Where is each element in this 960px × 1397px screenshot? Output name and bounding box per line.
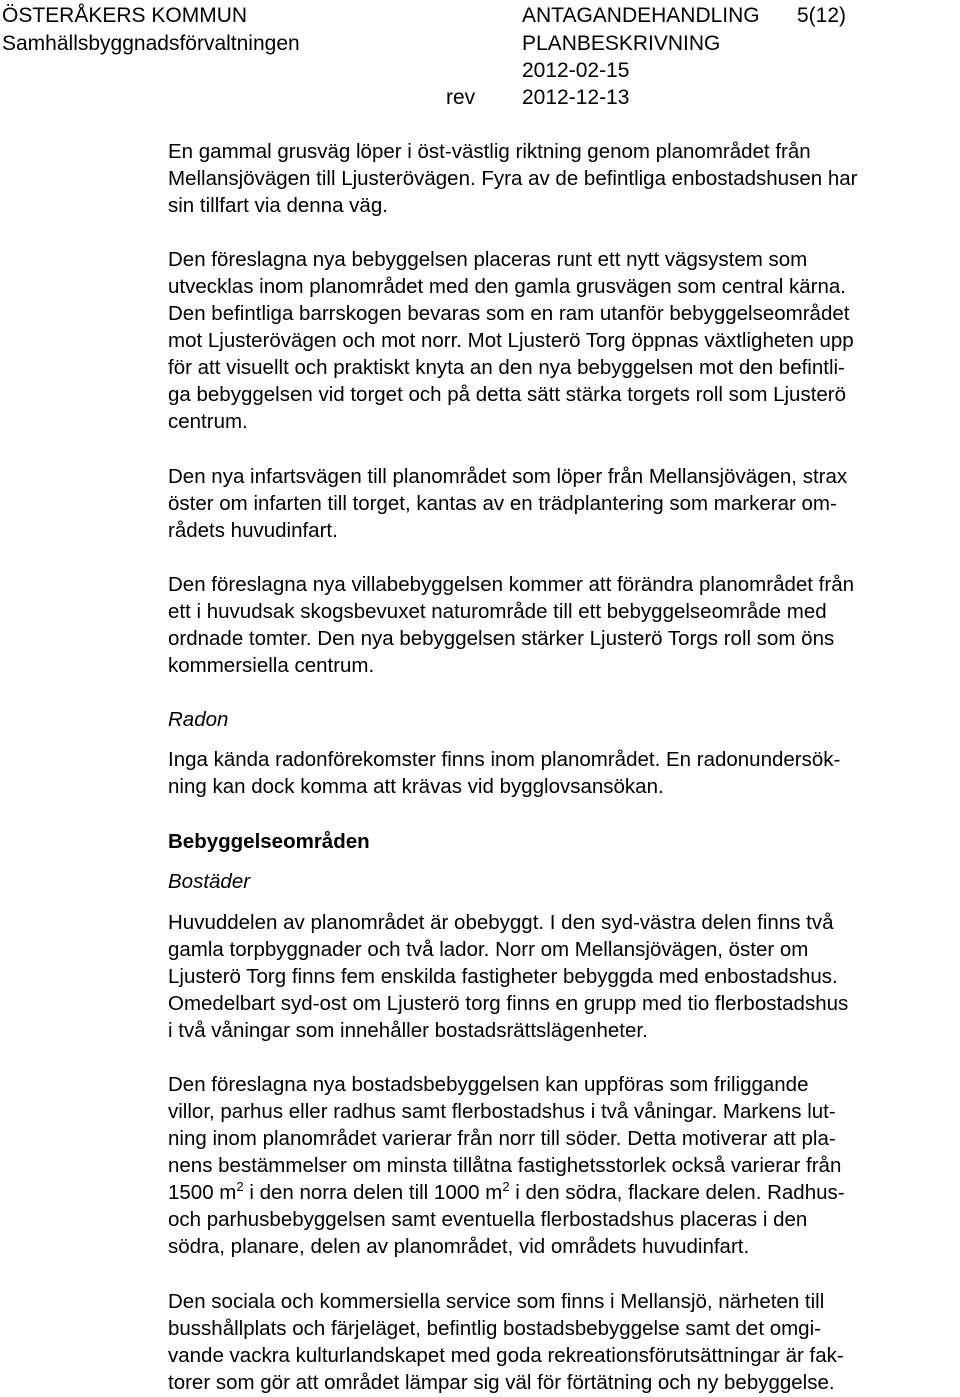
text-line: ning kan dock komma att krävas vid bygglovsansökan.	[168, 775, 664, 798]
header-org: ÖSTERÅKERS KOMMUN	[2, 4, 248, 27]
text-line: Ljusterö Torg finns fem enskilda fastigheter bebyggda med enbostadshus.	[168, 965, 838, 988]
text-line: ett i huvudsak skogsbevuxet naturområde till ett bebyggelseområde med	[168, 600, 827, 623]
text-line: ordnade tomter. Den nya bebyggelsen stärker Ljusterö Torgs roll som öns	[168, 627, 835, 650]
text-line: gamla torpbyggnader och två lador. Norr om Mellansjövägen, öster om	[168, 938, 809, 961]
superscript: 2	[236, 1179, 244, 1194]
text-line: kommersiella centrum.	[168, 654, 375, 677]
text-line: En gammal grusväg löper i öst-västlig riktning genom planområdet från	[168, 140, 811, 163]
text-line: Omedelbart syd-ost om Ljusterö torg finns en grupp med tio flerbostadshus	[168, 992, 849, 1015]
text-fragment: i den södra, flackare delen. Radhus-	[509, 1181, 845, 1204]
heading-bebyggelseomraden: Bebyggelseområden	[168, 830, 370, 853]
text-line: Den befintliga barrskogen bevaras som en ram utanför bebyggelseområdet	[168, 302, 850, 325]
header-page-number: 5(12)	[797, 4, 847, 27]
paragraph-villabebyggelse	[168, 571, 958, 679]
area-value-south: i den norra delen till 1000 m	[243, 1181, 503, 1204]
text-line-area	[168, 1179, 958, 1206]
text-line: Den föreslagna nya villabebyggelsen kommer att förändra planområdet från	[168, 573, 854, 596]
text-line: villor, parhus eller radhus samt flerbostadshus i två våningar. Markens lut-	[168, 1100, 836, 1123]
text-line: mot Ljusterövägen och mot norr. Mot Ljusterö Torg öppnas växtligheten upp	[168, 329, 854, 352]
text-line: rådets huvudinfart.	[168, 519, 338, 542]
text-line: ning inom planområdet varierar från norr till söder. Detta motiverar att pla-	[168, 1127, 836, 1150]
text-line: Inga kända radonförekomster finns inom planområdet. En radonundersök-	[168, 748, 841, 771]
paragraph-bebyggelse-placering	[168, 246, 958, 435]
area-value-north: 1500 m	[168, 1181, 237, 1204]
paragraph-infartsvag	[168, 463, 958, 544]
text-line: och parhusbebyggelsen samt eventuella flerbostadshus placeras i den	[168, 1208, 808, 1231]
superscript: 2	[502, 1179, 510, 1194]
header-date: 2012-02-15	[522, 59, 630, 82]
paragraph-grusvag	[168, 138, 958, 219]
text-line: vande vackra kulturlandskapet med goda rekreationsförutsättningar är fak-	[168, 1344, 844, 1367]
text-line: nens bestämmelser om minsta tillåtna fastighetsstorlek också varierar från	[168, 1154, 842, 1177]
text-line: ga bebyggelsen vid torget och på detta sätt stärka torgets roll som Ljusterö	[168, 383, 847, 406]
text-line: Den sociala och kommersiella service som finns i Mellansjö, närheten till	[168, 1290, 825, 1313]
paragraph-befintlig-bebyggelse	[168, 909, 958, 1044]
text-line: i två våningar som innehåller bostadsrättslägenheter.	[168, 1019, 648, 1042]
paragraph-service	[168, 1288, 958, 1396]
text-line: öster om infarten till torget, kantas av en trädplantering som markerar om-	[168, 492, 837, 515]
text-line: södra, planare, delen av planområdet, vid områdets huvudinfart.	[168, 1235, 750, 1258]
text-line: för att visuellt och praktiskt knyta an den nya bebyggelsen mot den befintli-	[168, 356, 845, 379]
text-line: utvecklas inom planområdet med den gamla grusvägen som central kärna.	[168, 275, 846, 298]
text-line: Den föreslagna nya bostadsbebyggelsen kan uppföras som friliggande	[168, 1073, 809, 1096]
text-line: centrum.	[168, 410, 248, 433]
header-doc-title: PLANBESKRIVNING	[522, 32, 721, 55]
heading-radon: Radon	[168, 708, 229, 731]
text-line: Huvuddelen av planområdet är obebyggt. I den syd-västra delen finns två	[168, 911, 834, 934]
header-dept: Samhällsbyggnadsförvaltningen	[2, 32, 300, 55]
paragraph-ny-bostadsbebyggelse	[168, 1071, 958, 1260]
text-line: torer som gör att området lämpar sig väl för förtätning och ny bebyggelse.	[168, 1371, 835, 1394]
text-line: busshållplats och färjeläget, befintlig bostadsbebyggelse samt det omgi-	[168, 1317, 821, 1340]
header-rev-label: rev	[446, 86, 476, 109]
text-line: sin tillfart via denna väg.	[168, 194, 388, 217]
paragraph-radon	[168, 746, 958, 800]
text-line: Den föreslagna nya bebyggelsen placeras runt ett nytt vägsystem som	[168, 248, 808, 271]
header-rev-date: 2012-12-13	[522, 86, 630, 109]
text-line: Mellansjövägen till Ljusterövägen. Fyra av de befintliga enbostadshusen har	[168, 167, 858, 190]
text-line: Den nya infartsvägen till planområdet som löper från Mellansjövägen, strax	[168, 465, 848, 488]
header-doc-type: ANTAGANDEHANDLING	[522, 4, 760, 27]
heading-bostader: Bostäder	[168, 870, 251, 893]
